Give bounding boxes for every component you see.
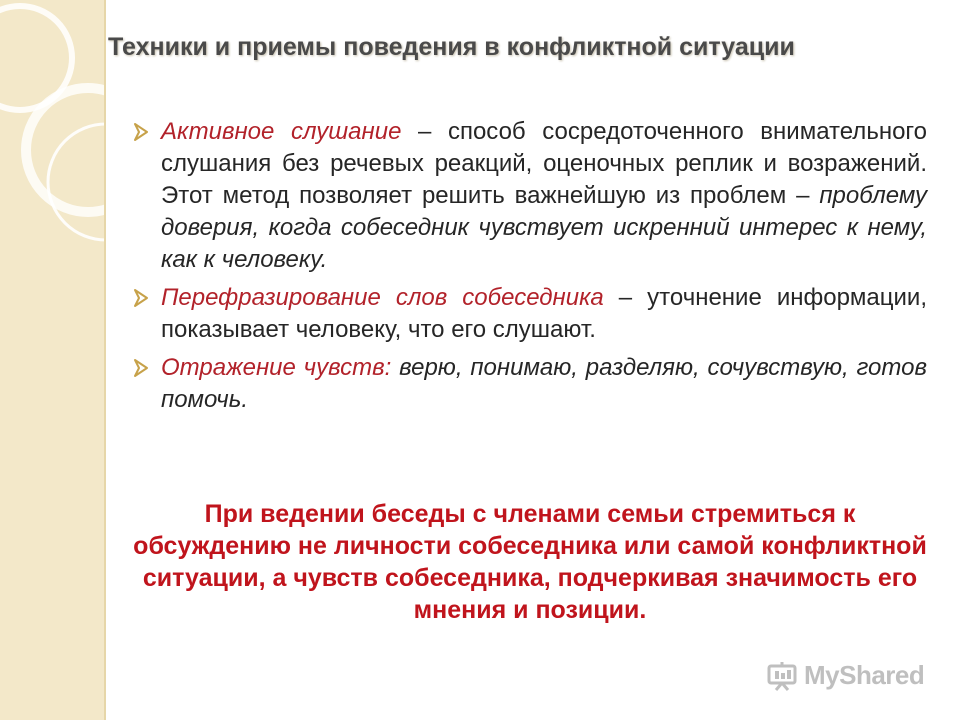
bullet-term: Активное слушание — [161, 118, 402, 145]
decorative-side-band — [0, 0, 106, 720]
side-band-edge — [104, 0, 106, 720]
bullet-list — [133, 116, 927, 422]
bullet-term: Перефразирование слов собеседника — [161, 284, 604, 311]
bullet-arrow-icon — [133, 356, 151, 380]
decorative-circles — [0, 0, 106, 720]
bullet-active-listening — [133, 116, 927, 276]
bullet-reflecting-feelings — [133, 352, 927, 416]
watermark-text: MyShared — [804, 660, 925, 690]
bullet-term: Отражение чувств: — [161, 354, 392, 381]
presentation-board-icon — [766, 661, 800, 691]
bullet-arrow-icon — [133, 120, 151, 144]
bullet-text: – способ сосредоточенного внимательного слушания без речевых реакций, оценочных реплик и возражений. Этот метод позволяет решить важнейшую из проблем – — [161, 118, 927, 209]
bullet-paraphrasing — [133, 282, 927, 346]
bullet-text: – уточнение информации, показывает человеку, что его слушают. — [161, 284, 927, 343]
bullet-italic-text: проблему доверия, когда собеседник чувствует искренний интерес к нему, как к человеку. — [161, 182, 927, 273]
slide-title: Техники и приемы поведения в конфликтной ситуации — [108, 33, 795, 61]
bullet-italic-text: верю, понимаю, разделяю, сочувствую, готов помочь. — [161, 354, 927, 413]
highlight-note: При ведении беседы с членами семьи стремиться к обсуждению не личности собеседника или самой конфликтной ситуации, а чувств собеседника, подчеркивая значимость его мнения и позиции. — [133, 500, 927, 624]
bullet-arrow-icon — [133, 286, 151, 310]
watermark — [766, 660, 924, 691]
